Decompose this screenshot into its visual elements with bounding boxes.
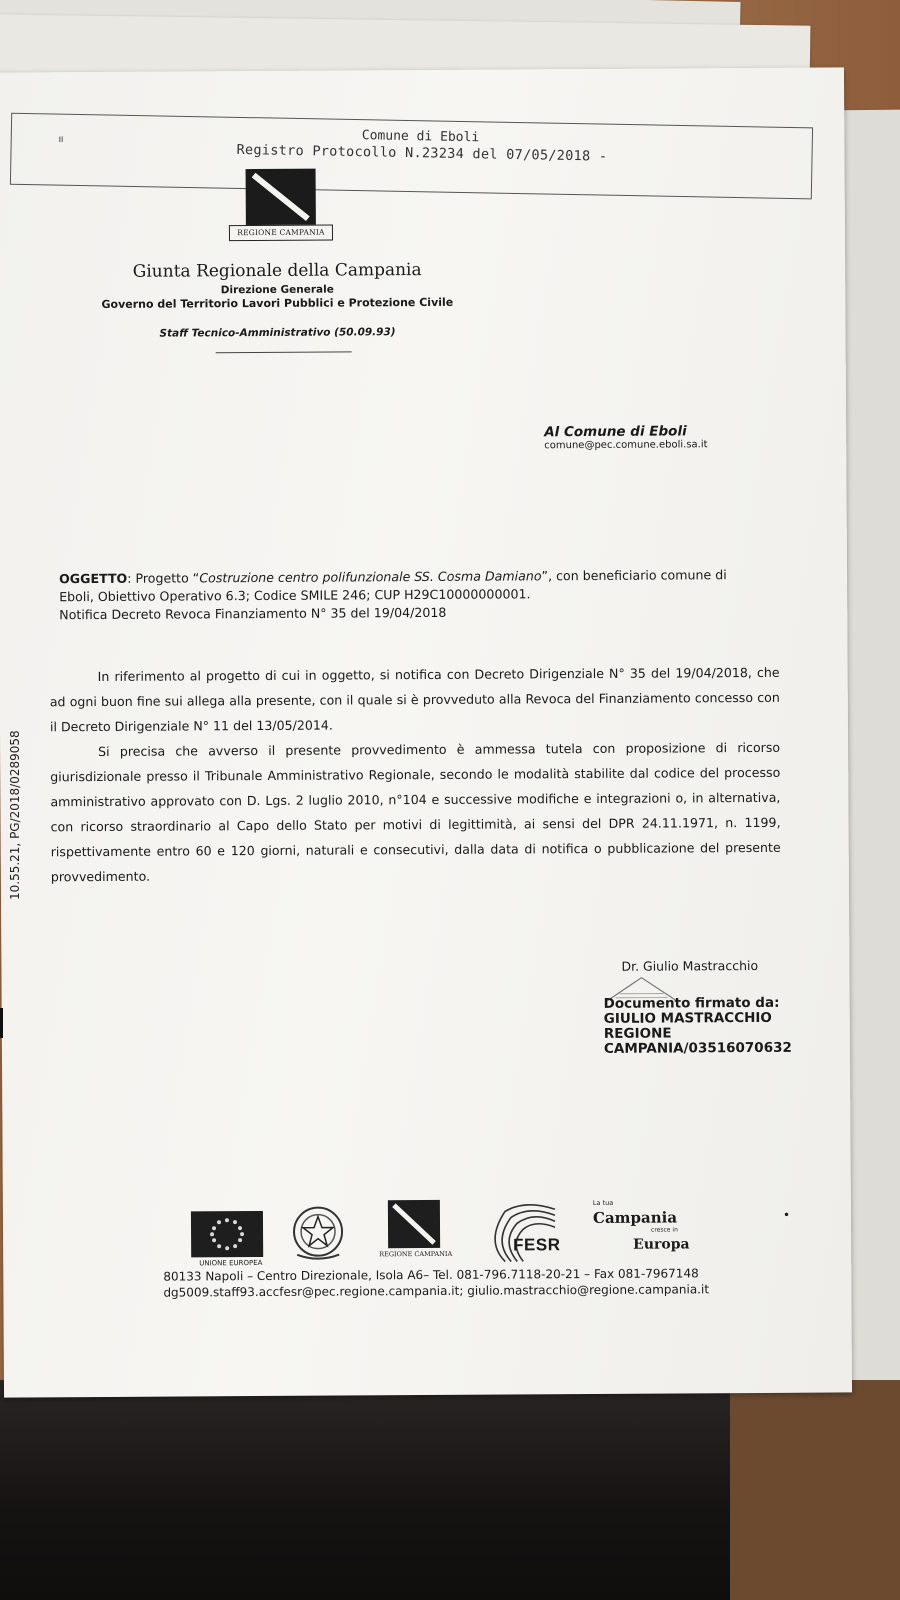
signatory-name: Dr. Giulio Mastracchio — [621, 957, 759, 974]
header-directorate: Governo del Territorio Lavori Pubblici e Protezione Civile — [101, 295, 454, 311]
footer-logos — [183, 1198, 723, 1271]
subject-intro: : Progetto “ — [127, 570, 200, 586]
protocol-stamp — [10, 113, 813, 200]
campania-shield-icon — [388, 1200, 440, 1248]
europa-word: Europa — [633, 1236, 690, 1253]
recipient-name: Al Comune di Eboli — [544, 423, 687, 441]
signature-line: Documento firmato da: — [603, 994, 780, 1012]
italian-republic-emblem-icon — [291, 1204, 345, 1262]
subject-notification: Notifica Decreto Revoca Finanziamento N° 35 del 19/04/2018 — [59, 604, 447, 623]
campania-europa-logo — [593, 1198, 703, 1263]
subject-details: ”, con beneficiario comune di Eboli, Obiettivo Operativo 6.3; Codice SMILE 246; CUP H29C10000000001. — [59, 567, 727, 605]
margin-protocol-stamp: 10.55.21, PG/2018/0289058 — [8, 730, 22, 900]
footer-address: 80133 Napoli – Centro Direzionale, Isola A6– Tel. 081-796.7118-20-21 – Fax 081-7967148 — [163, 1266, 699, 1284]
ink-dot: • — [782, 1207, 791, 1222]
document-page — [0, 67, 852, 1397]
digital-signature — [604, 996, 792, 1057]
signature-line: GIULIO MASTRACCHIO — [603, 1009, 772, 1027]
header-department: Direzione Generale — [220, 283, 334, 297]
eu-label: UNIONE EUROPEA — [199, 1258, 263, 1268]
campania-tagline: La tua — [592, 1198, 614, 1207]
campania-tagline: cresce in — [651, 1226, 678, 1234]
subject-block — [59, 566, 759, 624]
dark-foreground — [0, 1380, 900, 1600]
recipient-block — [544, 423, 707, 451]
fesr-logo — [475, 1201, 575, 1264]
recipient-email: comune@pec.comune.eboli.sa.it — [544, 439, 708, 452]
campania-shield-icon — [246, 169, 316, 225]
regione-campania-footer-logo — [378, 1200, 453, 1264]
letter-body — [50, 660, 781, 889]
signature-line: CAMPANIA/03516070632 — [603, 1039, 792, 1057]
stamp-registry: Registro Protocollo N.23234 del 07/05/2018 - — [236, 141, 608, 165]
page-mark: ≡ — [55, 135, 66, 144]
subject-label: OGGETTO — [59, 570, 128, 587]
margin-mark — [0, 1008, 3, 1038]
subject-project: Costruzione centro polifunzionale SS. Cosma Damiano — [199, 568, 542, 586]
page-title: Giunta Regionale della Campania — [132, 260, 422, 282]
body-paragraph: In riferimento al progetto di cui in oggetto, si notifica con Decreto Dirigenziale N° 35 del 19/04/2018, che ad ogni buon fine sui allega alla presente, con il quale si è provveduto alla Revoca del Finanziamento concesso con il Decreto Dirigenziale N° 11 del 13/05/2014. — [49, 664, 780, 735]
header-staff: Staff Tecnico-Amministrativo (50.09.93) — [159, 326, 396, 340]
campania-word: Campania — [592, 1208, 678, 1227]
stamp-municipality: Comune di Eboli — [361, 128, 480, 146]
header-divider — [216, 351, 352, 353]
footer-emails: dg5009.staff93.accfesr@pec.regione.campania.it; giulio.mastracchio@regione.campania.it — [163, 1282, 710, 1300]
rc-label: REGIONE CAMPANIA — [379, 1249, 453, 1259]
wood-corner — [730, 1380, 900, 1600]
regione-campania-logo — [229, 169, 333, 242]
fesr-text: FESR — [513, 1235, 561, 1255]
eu-flag-icon — [191, 1211, 263, 1257]
body-paragraph: Si precisa che avverso il presente provvedimento è ammessa tutela con proposizione di ricorso giurisdizionale presso il Tribunale Amministrativo Regionale, secondo le modalità stabilite dal codice del processo amministrativo approvato con D. Lgs. 2 luglio 2010, n°104 e successive modifiche e integrazioni o, in alternativa, con ricorso straordinario al Capo dello Stato per motivi di legittimità, ai sensi del DPR 24.11.1971, n. 1199, rispettivamente entro 60 e 120 giorni, naturali e consecutivi, dalla data di notifica o pubblicazione del presente provvedimento. — [50, 739, 781, 885]
signature-line: REGIONE — [603, 1025, 672, 1042]
logo-label: REGIONE CAMPANIA — [229, 225, 333, 242]
